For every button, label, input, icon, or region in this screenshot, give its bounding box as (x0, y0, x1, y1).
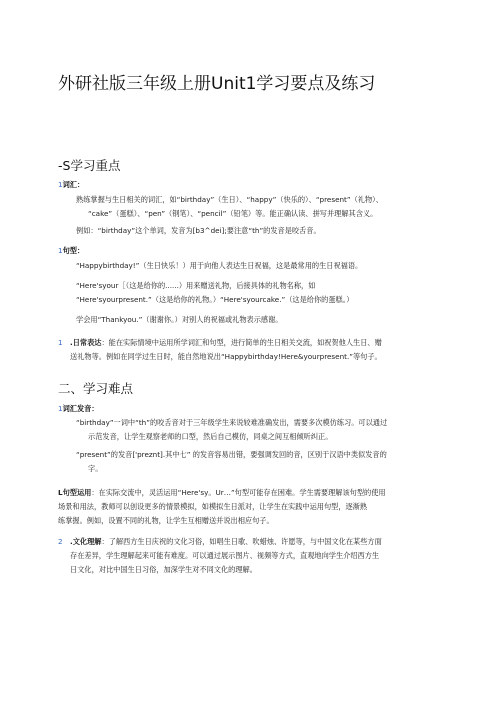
pronunciation-th-paragraph (76, 416, 456, 444)
item-text-line-3: 练掌握。例如，设置不同的礼物，让学生互相赠送并说出相应句子。 (58, 516, 274, 525)
sentence-thank-you: 学会用“Thankyou.”（谢谢你。）对别人的祝福或礼物表示感谢。 (76, 315, 283, 324)
item-number: 1 (58, 338, 63, 347)
item-label: 句型运用 (62, 488, 92, 497)
sentence-birthday-greeting: “Happybirthday!”（生日快乐！）用于向他人表达生日祝福，这是最常用的生日祝福语。 (76, 261, 363, 270)
sentence-usage-item (58, 486, 458, 528)
sentence-gift-line-2: “Here'syourpresent.”（这是给你的礼物。）“Here'syourcake.”（这是给你的蛋糕。） (76, 295, 354, 304)
pron-th-line-2: 示范发音，让学生观察老师的口型，然后自己模仿，同桌之间互相倾听纠正。 (88, 432, 333, 441)
document-title: 外研社版三年级上册Unit1学习要点及练习 (58, 74, 376, 94)
item-label: .日常表达 (70, 338, 102, 347)
vocab-example: 例如：“birthday”这个单词，发音为[b3^dei];要注意“th”的发音是咬舌音。 (76, 226, 321, 235)
vocab-line-1: 熟练掌握与生日相关的词汇，如“birthday”（生日）、“happy”（快乐的）、“present”（礼物）、 (76, 195, 383, 204)
pron-present-line-1: “present”的发音['preznt].其中七” 的发音容易出错，要强调发回的音，区别于汉语中类似发音的 (76, 450, 387, 459)
item-number: 2 (58, 537, 63, 546)
subheading-label: 词汇发音： (62, 404, 99, 413)
item-number: L (58, 488, 63, 497)
item-text-line-3: 日文化，对比中国生日习俗，加深学生对不同文化的理解。 (70, 565, 257, 574)
pron-th-line-1: “birthday”一词中“th”的咬舌音对于三年级学生来说较难准确发出，需要多次模仿练习。可以通过 (76, 418, 388, 427)
item-number: 1 (58, 246, 63, 255)
subheading-vocabulary (58, 180, 84, 190)
sentence-gift-line-1: “Here'syour［（这是给你的......）用来赠送礼物，后接具体的礼物名称，如 (76, 281, 316, 290)
pron-present-line-2: 字。 (88, 464, 103, 473)
item-text-line-2: 送礼物等。例如在同学过生日时，能自然地说出“Happybirthday!Here&yourpresent.”等句子。 (70, 352, 382, 361)
pronunciation-present-paragraph (76, 448, 456, 476)
item-text-line-1: ：在实际交流中，灵活运用“Here'sy。Ur…”句型可能存在困难。学生需要理解该句型的使用 (91, 488, 386, 497)
item-text-line-1: ：了解西方生日庆祝的文化习俗，如唱生日歌、吹蜡烛、许愿等，与中国文化在某些方面 (101, 537, 382, 546)
subheading-label: 句型： (62, 246, 85, 255)
item-number: 1 (58, 180, 63, 189)
subheading-sentence-patterns (58, 246, 84, 256)
section-heading-difficulties: 二、学习难点 (58, 381, 134, 396)
subheading-label: 词汇： (62, 180, 85, 189)
vocab-line-2: “cake”（蛋糕）、“pen”（钢笔）、“pencil”（铅笔）等。能正确认读、拼写并理解其含义。 (88, 209, 378, 218)
vocab-paragraph (76, 193, 456, 221)
daily-expression-item (58, 336, 458, 364)
sentence-gift-giving (76, 279, 456, 307)
item-text-line-2: 场景和用法，教师可以创设更多的情景模拟，如模拟生日派对，让学生在实践中运用句型，逐渐熟 (58, 502, 368, 511)
culture-item (58, 535, 458, 577)
item-number: 1 (58, 404, 63, 413)
item-text-line-2: 存在差异，学生理解起来可能有难度。可以通过展示图片、视频等方式，直观地向学生介绍西方生 (70, 551, 380, 560)
subheading-pronunciation (58, 404, 99, 414)
item-text-line-1: ：能在实际情境中运用所学词汇和句型，进行简单的生日相关交流，如祝贺他人生日、赠 (101, 338, 382, 347)
section-heading-key-points: -S学习重点 (58, 158, 121, 173)
item-label: .文化理解 (70, 537, 102, 546)
